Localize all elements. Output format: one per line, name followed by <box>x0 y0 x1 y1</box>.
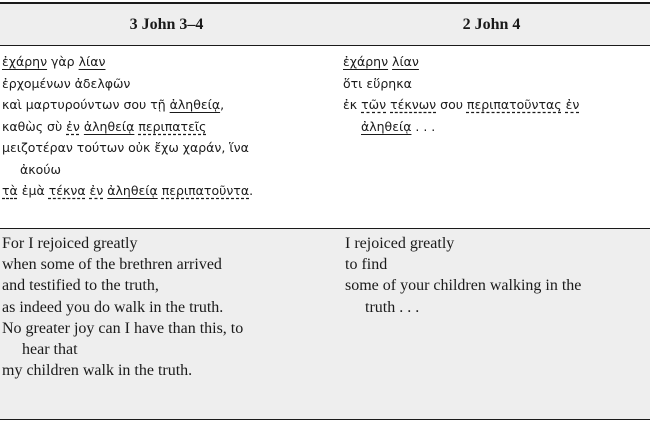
plain-text: καθὼς σὺ <box>2 118 67 134</box>
dashed-underlined-word: ἐν <box>565 97 580 112</box>
greek-2-john-line <box>343 73 643 95</box>
header-2-john: 2 John 4 <box>462 16 521 33</box>
greek-3-john-column <box>2 51 324 202</box>
dashed-underlined-word: τέκνων <box>390 97 437 112</box>
plain-text: ἐρχομένων ἀδελφῶν <box>2 75 131 91</box>
greek-3-john-line <box>2 73 324 95</box>
english-2-john-line: I rejoiced greatly <box>345 235 455 252</box>
header-3-john: 3 John 3–4 <box>129 16 204 33</box>
plain-text: μειζοτέραν τούτων οὐκ ἔχω χαράν, ἵνα <box>2 140 249 155</box>
greek-3-john-line <box>2 159 324 181</box>
greek-2-john-line <box>343 94 643 116</box>
underlined-word: ἀληθείᾳ <box>169 97 221 112</box>
english-3-john-line: as indeed you do walk in the truth. <box>2 298 224 316</box>
english-2-john-line: to find <box>345 256 388 274</box>
plain-text: . . . <box>411 118 436 134</box>
greek-3-john-line <box>2 51 324 73</box>
plain-text: ἀκούω <box>20 161 61 177</box>
greek-3-john-line <box>2 116 324 138</box>
underlined-word: ἀληθείᾳ <box>361 118 412 134</box>
greek-3-john-line <box>2 180 324 202</box>
table-header <box>0 4 650 46</box>
underlined-word: ἀληθείᾳ <box>107 183 158 198</box>
plain-text: ὅτι εὕρηκα <box>343 75 412 91</box>
dashed-underlined-word: ἐν <box>66 118 80 134</box>
english-2-john-column <box>345 233 645 318</box>
underlined-word: λίαν <box>78 54 106 69</box>
plain-text: , <box>220 97 225 112</box>
plain-text: . <box>249 183 254 198</box>
dashed-underlined-word: ἐν <box>89 183 104 198</box>
greek-2-john-column <box>343 51 643 137</box>
underlined-word: λίαν <box>392 54 419 69</box>
english-2-john-line: some of your children walking in the <box>345 277 582 295</box>
english-3-john-line: For I rejoiced greatly <box>2 235 138 252</box>
dashed-underlined-word: τὰ <box>2 183 18 198</box>
dashed-underlined-word: τῶν <box>361 97 387 112</box>
english-3-john-line: No greater joy can I have than this, to <box>2 319 244 337</box>
dashed-underlined-word: περιπατοῦντα <box>161 183 250 198</box>
english-3-john-line: when some of the brethren arrived <box>2 256 222 274</box>
dashed-underlined-word: περιπατοῦντας <box>466 97 562 112</box>
plain-text: γὰρ <box>47 54 79 69</box>
plain-text: σου <box>436 97 467 112</box>
english-2-john-line: truth . . . <box>365 298 420 316</box>
underlined-word: ἐχάρην <box>2 54 48 69</box>
greek-2-john-line <box>343 116 643 138</box>
greek-2-john-line <box>343 51 643 73</box>
english-3-john-line: hear that <box>22 341 78 359</box>
plain-text: ἐμὰ <box>21 183 45 198</box>
underlined-word: ἐχάρην <box>343 54 389 69</box>
greek-text-row <box>0 46 650 229</box>
english-3-john-line: my children walk in the truth. <box>2 362 193 380</box>
greek-3-john-line <box>2 94 324 116</box>
dashed-underlined-word: περιπατεῖς <box>138 118 207 134</box>
english-text-row <box>0 229 650 420</box>
plain-text: καὶ μαρτυρούντων σου τῇ <box>2 97 170 112</box>
plain-text: ἐκ <box>343 97 362 112</box>
dashed-underlined-word: τέκνα <box>48 183 86 198</box>
greek-3-john-line <box>2 137 324 159</box>
english-3-john-column <box>2 233 340 381</box>
english-3-john-line: and testified to the truth, <box>2 277 159 295</box>
underlined-word: ἀληθείᾳ <box>83 118 135 134</box>
